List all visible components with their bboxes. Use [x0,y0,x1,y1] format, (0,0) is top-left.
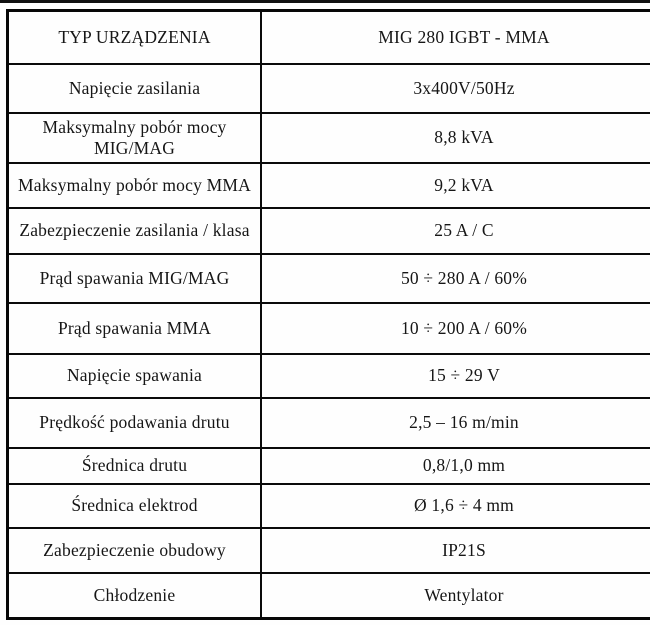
spec-value-wire-feed-speed: 2,5 – 16 m/min [261,398,650,448]
spec-label-max-power-mma: Maksymalny pobór mocy MMA [8,163,262,208]
spec-label-cooling: Chłodzenie [8,573,262,619]
spec-value-device-type: MIG 280 IGBT - MMA [261,11,650,64]
spec-label-wire-feed-speed: Prędkość podawania drutu [8,398,262,448]
spec-value-max-power-mma: 9,2 kVA [261,163,650,208]
table-row [8,484,650,528]
spec-label-enclosure-protection: Zabezpieczenie obudowy [8,528,262,573]
table-row [8,398,650,448]
table-row [8,448,650,484]
spec-value-wire-diameter: 0,8/1,0 mm [261,448,650,484]
table-row [8,254,650,303]
table-row [8,208,650,254]
table-row [8,113,650,163]
table-row [8,573,650,619]
spec-value-enclosure-protection: IP21S [261,528,650,573]
spec-label-max-power-migmag: Maksymalny pobór mocy MIG/MAG [8,113,262,163]
spec-value-supply-protection: 25 A / C [261,208,650,254]
spec-value-electrode-diameter: Ø 1,6 ÷ 4 mm [261,484,650,528]
spec-value-welding-voltage: 15 ÷ 29 V [261,354,650,398]
spec-label-welding-current-migmag: Prąd spawania MIG/MAG [8,254,262,303]
spec-value-supply-voltage: 3x400V/50Hz [261,64,650,113]
specification-table [6,9,650,620]
spec-label-device-type: TYP URZĄDZENIA [8,11,262,64]
table-row [8,528,650,573]
spec-label-supply-voltage: Napięcie zasilania [8,64,262,113]
spec-label-welding-voltage: Napięcie spawania [8,354,262,398]
table-row [8,163,650,208]
spec-label-welding-current-mma: Prąd spawania MMA [8,303,262,354]
spec-value-welding-current-mma: 10 ÷ 200 A / 60% [261,303,650,354]
table-row [8,11,650,64]
spec-label-wire-diameter: Średnica drutu [8,448,262,484]
spec-value-max-power-migmag: 8,8 kVA [261,113,650,163]
spec-value-cooling: Wentylator [261,573,650,619]
scan-edge-artifact [0,0,650,3]
spec-label-electrode-diameter: Średnica elektrod [8,484,262,528]
table-row [8,303,650,354]
table-row [8,64,650,113]
spec-label-supply-protection: Zabezpieczenie zasilania / klasa [8,208,262,254]
spec-value-welding-current-migmag: 50 ÷ 280 A / 60% [261,254,650,303]
table-row [8,354,650,398]
